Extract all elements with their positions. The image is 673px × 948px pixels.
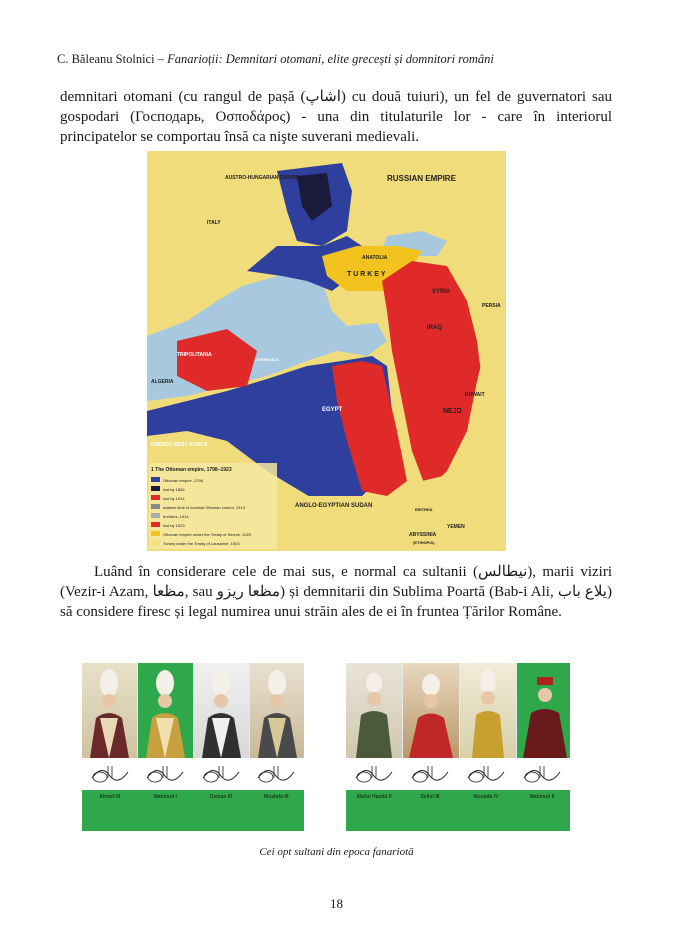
map-label-syria: SYRIA [432,289,451,295]
sultan-name: Mahmud I [153,794,177,800]
legend-item-label: lost by 1914 [163,496,185,501]
map-label-kuwait: KUWAIT [465,392,485,398]
sultan-name: Mustafa III [264,794,289,800]
portrait-mustafa-iii [250,663,304,758]
map-label-anatolia: ANATOLIA [362,255,388,261]
map-label-italy: ITALY [207,220,221,226]
legend-swatch [151,504,160,509]
portrait-mahmud-i [138,663,194,758]
map-label-ethiopia: (ETHIOPIA) [413,540,435,545]
legend-swatch [151,513,160,518]
tughra-icon [138,758,194,790]
legend-swatch [151,495,160,500]
map-label-persia: PERSIA [482,303,501,309]
sultan-name: Selim III [420,794,440,800]
tughra-icon [458,758,514,790]
map-label-iraq: IRAQ [427,325,442,331]
paragraph-1: demnitari otomani (cu rangul de pașă (اشاپ) cu două tuiuri), un fel de guvernatori sau gospodari (Господарь, Οσποδάρος) - una din titulaturile lor - care în interiorul principatelor se comportau însă ca nişte suverani medievali. [60,89,612,145]
header-title: Fanarioții: Demnitari otomani, elite grecești și domnitori români [167,52,494,66]
map-label-yemen: YEMEN [447,524,465,530]
map-label-nejd: NEJD [443,408,462,415]
running-header [57,52,617,67]
sultan-name: Osman III [209,794,232,800]
legend-title: 1 The Ottoman empire, 1798–1923 [151,467,232,473]
legend-item-label: frontiers, 1914 [163,514,189,519]
sultan-name: Ahmet III [99,794,121,800]
map-label-egypt: EGYPT [322,407,343,413]
map-label-cyrenaica: CYRENAICA [255,357,279,362]
map-label-sudan: ANGLO-EGYPTIAN SUDAN [295,503,373,509]
sultan-name: Mahmud II [529,794,555,800]
page-number: 18 [330,896,343,911]
ottoman-empire-map [147,151,506,551]
portrait-abdul-hamid-i [346,663,403,758]
tughra-icon [193,758,249,790]
legend-item-label: Turkey under the Treaty of Lausanne, 1923 [163,541,240,546]
map-label-turkey: T U R K E Y [347,271,386,278]
portrait-selim-iii [403,663,460,758]
legend-swatch [151,477,160,482]
paragraph-2: Luând în considerare cele de mai sus, e normal ca sultanii (نیطالس), marii viziri (Vezir-i Azam, مظعا, sau مظعا ریزو) și demnitarii din Sublima Poartă (Bab-i Ali, یلاع باب) să considere firesc și legal numirea unui străin ales de ei în fruntea Țărilor Române. [60,564,612,620]
map-label-abyssinia: ABYSSINIA [409,532,437,538]
legend-swatch [151,531,160,536]
tughra-icon [402,758,458,790]
portrait-mustafa-iv [460,663,517,758]
legend-swatch [151,486,160,491]
legend-item-label: lost by 1856 [163,487,185,492]
map-label-tripolitania: TRIPOLITANIA [177,352,212,358]
legend-item-label: Ottoman empire under the Treaty of Sèvres, 1920 [163,532,252,537]
sultan-name: Mustafa IV [473,794,499,800]
map-label-eritrea: ERITREA [415,507,433,512]
map-label-austria: AUSTRO-HUNGARIAN EMPIRE [225,175,299,181]
legend-item-label: lost by 1923 [163,523,185,528]
legend-swatch [151,522,160,527]
tughra-icon [249,758,305,790]
tughra-icon [514,758,570,790]
legend-item-label: Ottoman empire, 1798 [163,478,203,483]
map-legend [149,463,277,549]
tughra-icon [82,758,138,790]
map-label-french-wa: FRENCH WEST AFRICA [151,442,208,448]
portrait-mahmud-ii [517,663,570,758]
legend-swatch [151,540,160,545]
map-label-russia: RUSSIAN EMPIRE [387,174,456,183]
portrait-ahmet-iii [82,663,138,758]
map-label-algeria: ALGERIA [151,379,174,385]
header-author: C. Băleanu Stolnici – [57,52,164,66]
sultans-panel-right [346,663,570,831]
legend-item-label: eastern limit of nominal Ottoman control, 1913 [163,505,245,510]
sultans-panel-left [82,663,304,831]
tughra-icon [346,758,402,790]
figure-caption: Cei opt sultani din epoca fanariotă [259,846,414,858]
sultan-name: Abdul Hamid II [356,794,392,800]
portrait-osman-iii [194,663,250,758]
